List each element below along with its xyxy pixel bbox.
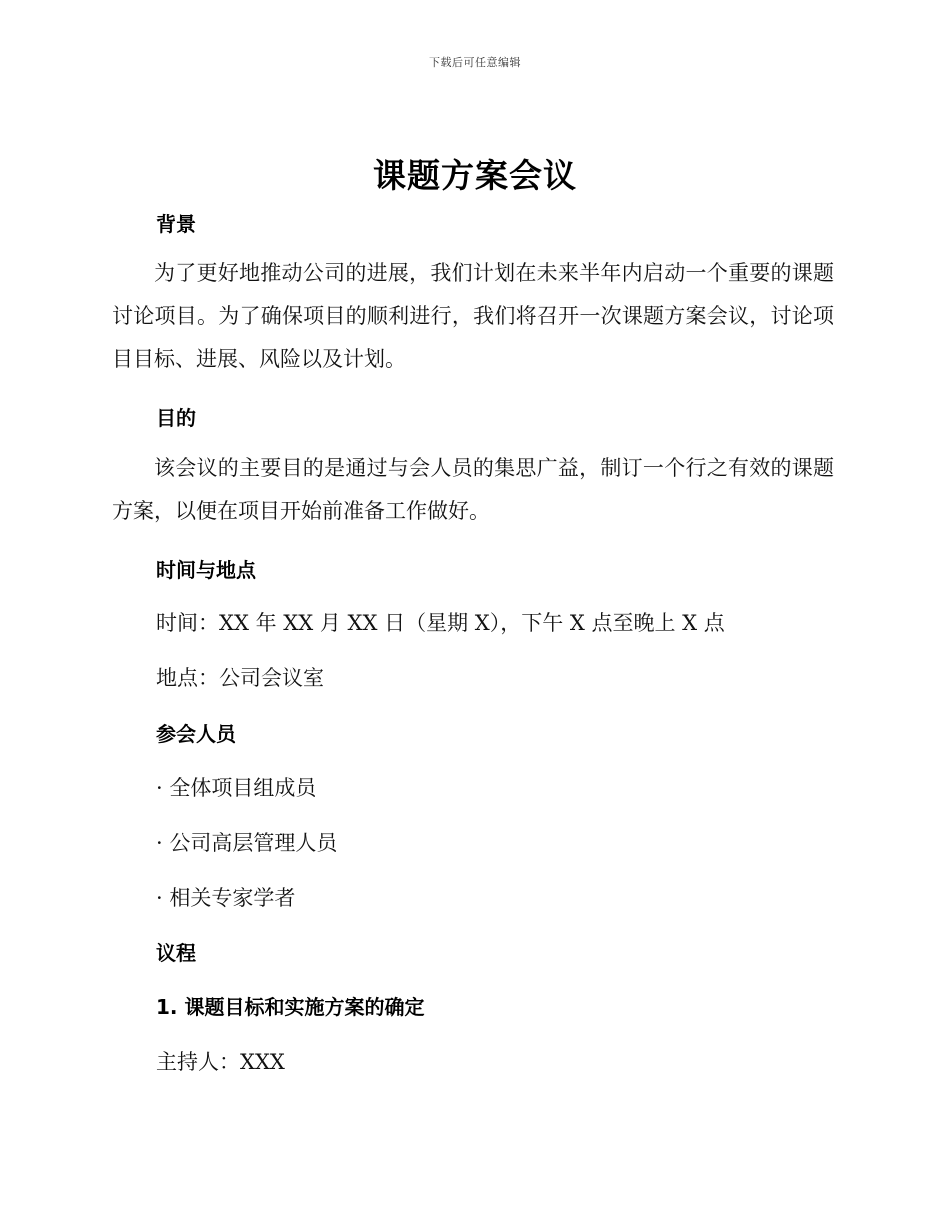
- attendee-item: · 相关专家学者: [156, 886, 296, 910]
- paragraph-purpose: 该会议的主要目的是通过与会人员的集思广益，制订一个行之有效的课题方案，以便在项目开始前准备工作做好。: [112, 456, 834, 523]
- attendee-item: · 全体项目组成员: [156, 776, 317, 800]
- heading-attendees: 参会人员: [156, 722, 236, 746]
- meeting-time: 时间：XX 年 XX 月 XX 日（星期 X），下午 X 点至晚上 X 点: [156, 611, 725, 635]
- header-note: 下载后可任意编辑: [429, 56, 521, 69]
- paragraph-background: 为了更好地推动公司的进展，我们计划在未来半年内启动一个重要的课题讨论项目。为了确保项目的顺利进行，我们将召开一次课题方案会议，讨论项目目标、进展、风险以及计划。: [112, 261, 834, 371]
- agenda-item-host: 主持人：XXX: [156, 1050, 285, 1074]
- document-title: 课题方案会议: [373, 156, 577, 195]
- heading-agenda: 议程: [156, 941, 196, 965]
- attendee-item: · 公司高层管理人员: [156, 831, 338, 855]
- heading-purpose: 目的: [156, 406, 196, 430]
- meeting-place: 地点：公司会议室: [156, 666, 324, 690]
- heading-background: 背景: [156, 212, 196, 236]
- heading-time-place: 时间与地点: [156, 558, 256, 582]
- agenda-item-title: 1. 课题目标和实施方案的确定: [156, 995, 425, 1019]
